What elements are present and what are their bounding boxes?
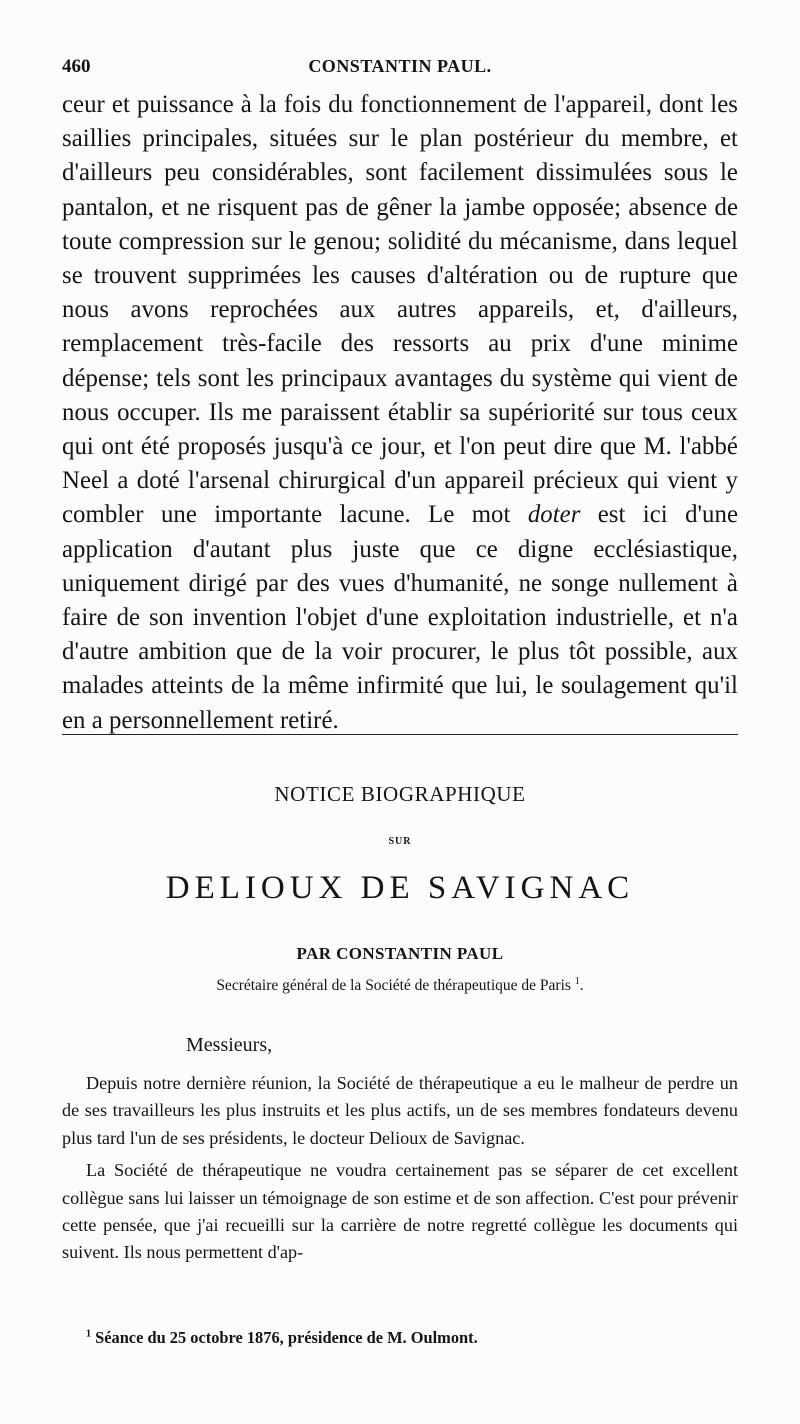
salutation: Messieurs, — [186, 1034, 273, 1056]
section-divider — [62, 734, 738, 735]
page-number: 460 — [62, 56, 91, 77]
notice-subject-name: DELIOUX DE SAVIGNAC — [165, 870, 635, 906]
closing-paragraph-part-1: ceur et puissance à la fois du fonctionnement de l'appareil, dont les saillies principales, situées sur le plan postérieur du membre, et d'ailleurs peu considérables, sont facilement dissimulées sous le pantalon, et ne risquent pas de gêner la jambe opposée; absence de toute compression sur le genou; solidité du mécanisme, dans lequel se trouvent supprimées les causes d'altération ou de rupture que nous avons reprochées aux autres appareils, et, d'ailleurs, remplacement très-facile des ressorts au prix d'une minime dépense; tels sont les principaux avantages du système qui vient de nous occuper. Ils me paraissent établir sa supériorité sur tous ceux qui ont été proposés jusqu'à ce jour, et l'on peut dire que M. l'abbé Neel a doté l'arsenal chirurgical d'un appareil précieux qui vient y combler une importante lacune. Le mot — [62, 91, 738, 529]
notice-paragraph-2: La Société de thérapeutique ne voudra certainement pas se séparer de cet excellent collègue sans lui laisser un témoignage de son estime et de son affection. C'est pour prévenir cette pensée, que j'ai recueilli sur la carrière de notre regretté collègue les documents qui suivent. Ils nous permettent d'ap- — [62, 1160, 738, 1263]
closing-paragraph-part-2: est ici d'une application d'autant plus juste que ce digne ecclésiastique, uniquement dirigé par des vues d'humanité, ne songe nullement à faire de son invention l'objet d'une exploitation industrielle, et n'a d'autre ambition que de la voir procurer, le plus tôt possible, aux malades atteints de la même infirmité que lui, le soulagement qu'il en a personnellement retiré. — [62, 501, 739, 734]
running-title: CONSTANTIN PAUL. — [308, 56, 492, 76]
notice-sur: SUR — [388, 836, 412, 847]
footnote — [86, 1328, 478, 1348]
italic-word-doter: doter — [527, 501, 581, 529]
footnote-reference: 1 — [574, 975, 580, 987]
footnote-text: Séance du 25 octobre 1876, présidence de M. Oulmont. — [95, 1328, 478, 1347]
notice-body — [62, 1070, 738, 1267]
page-header — [62, 56, 738, 82]
closing-paragraph — [62, 88, 738, 738]
notice-title: NOTICE BIOGRAPHIQUE — [274, 782, 526, 806]
notice-author: PAR CONSTANTIN PAUL — [296, 944, 504, 963]
footnote-mark: 1 — [86, 1328, 91, 1340]
notice-author-role — [62, 977, 738, 995]
continued-article-text — [62, 88, 738, 738]
author-role-end: . — [579, 977, 584, 994]
notice-paragraph-1: Depuis notre dernière réunion, la Société de thérapeutique a eu le malheur de perdre un de ses travailleurs les plus instruits et les plus actifs, un de ses membres fondateurs devenu plus tard l'un de ses présidents, le docteur Delioux de Savignac. — [62, 1073, 738, 1148]
author-role-text: Secrétaire général de la Société de thérapeutique de Paris — [216, 977, 571, 994]
